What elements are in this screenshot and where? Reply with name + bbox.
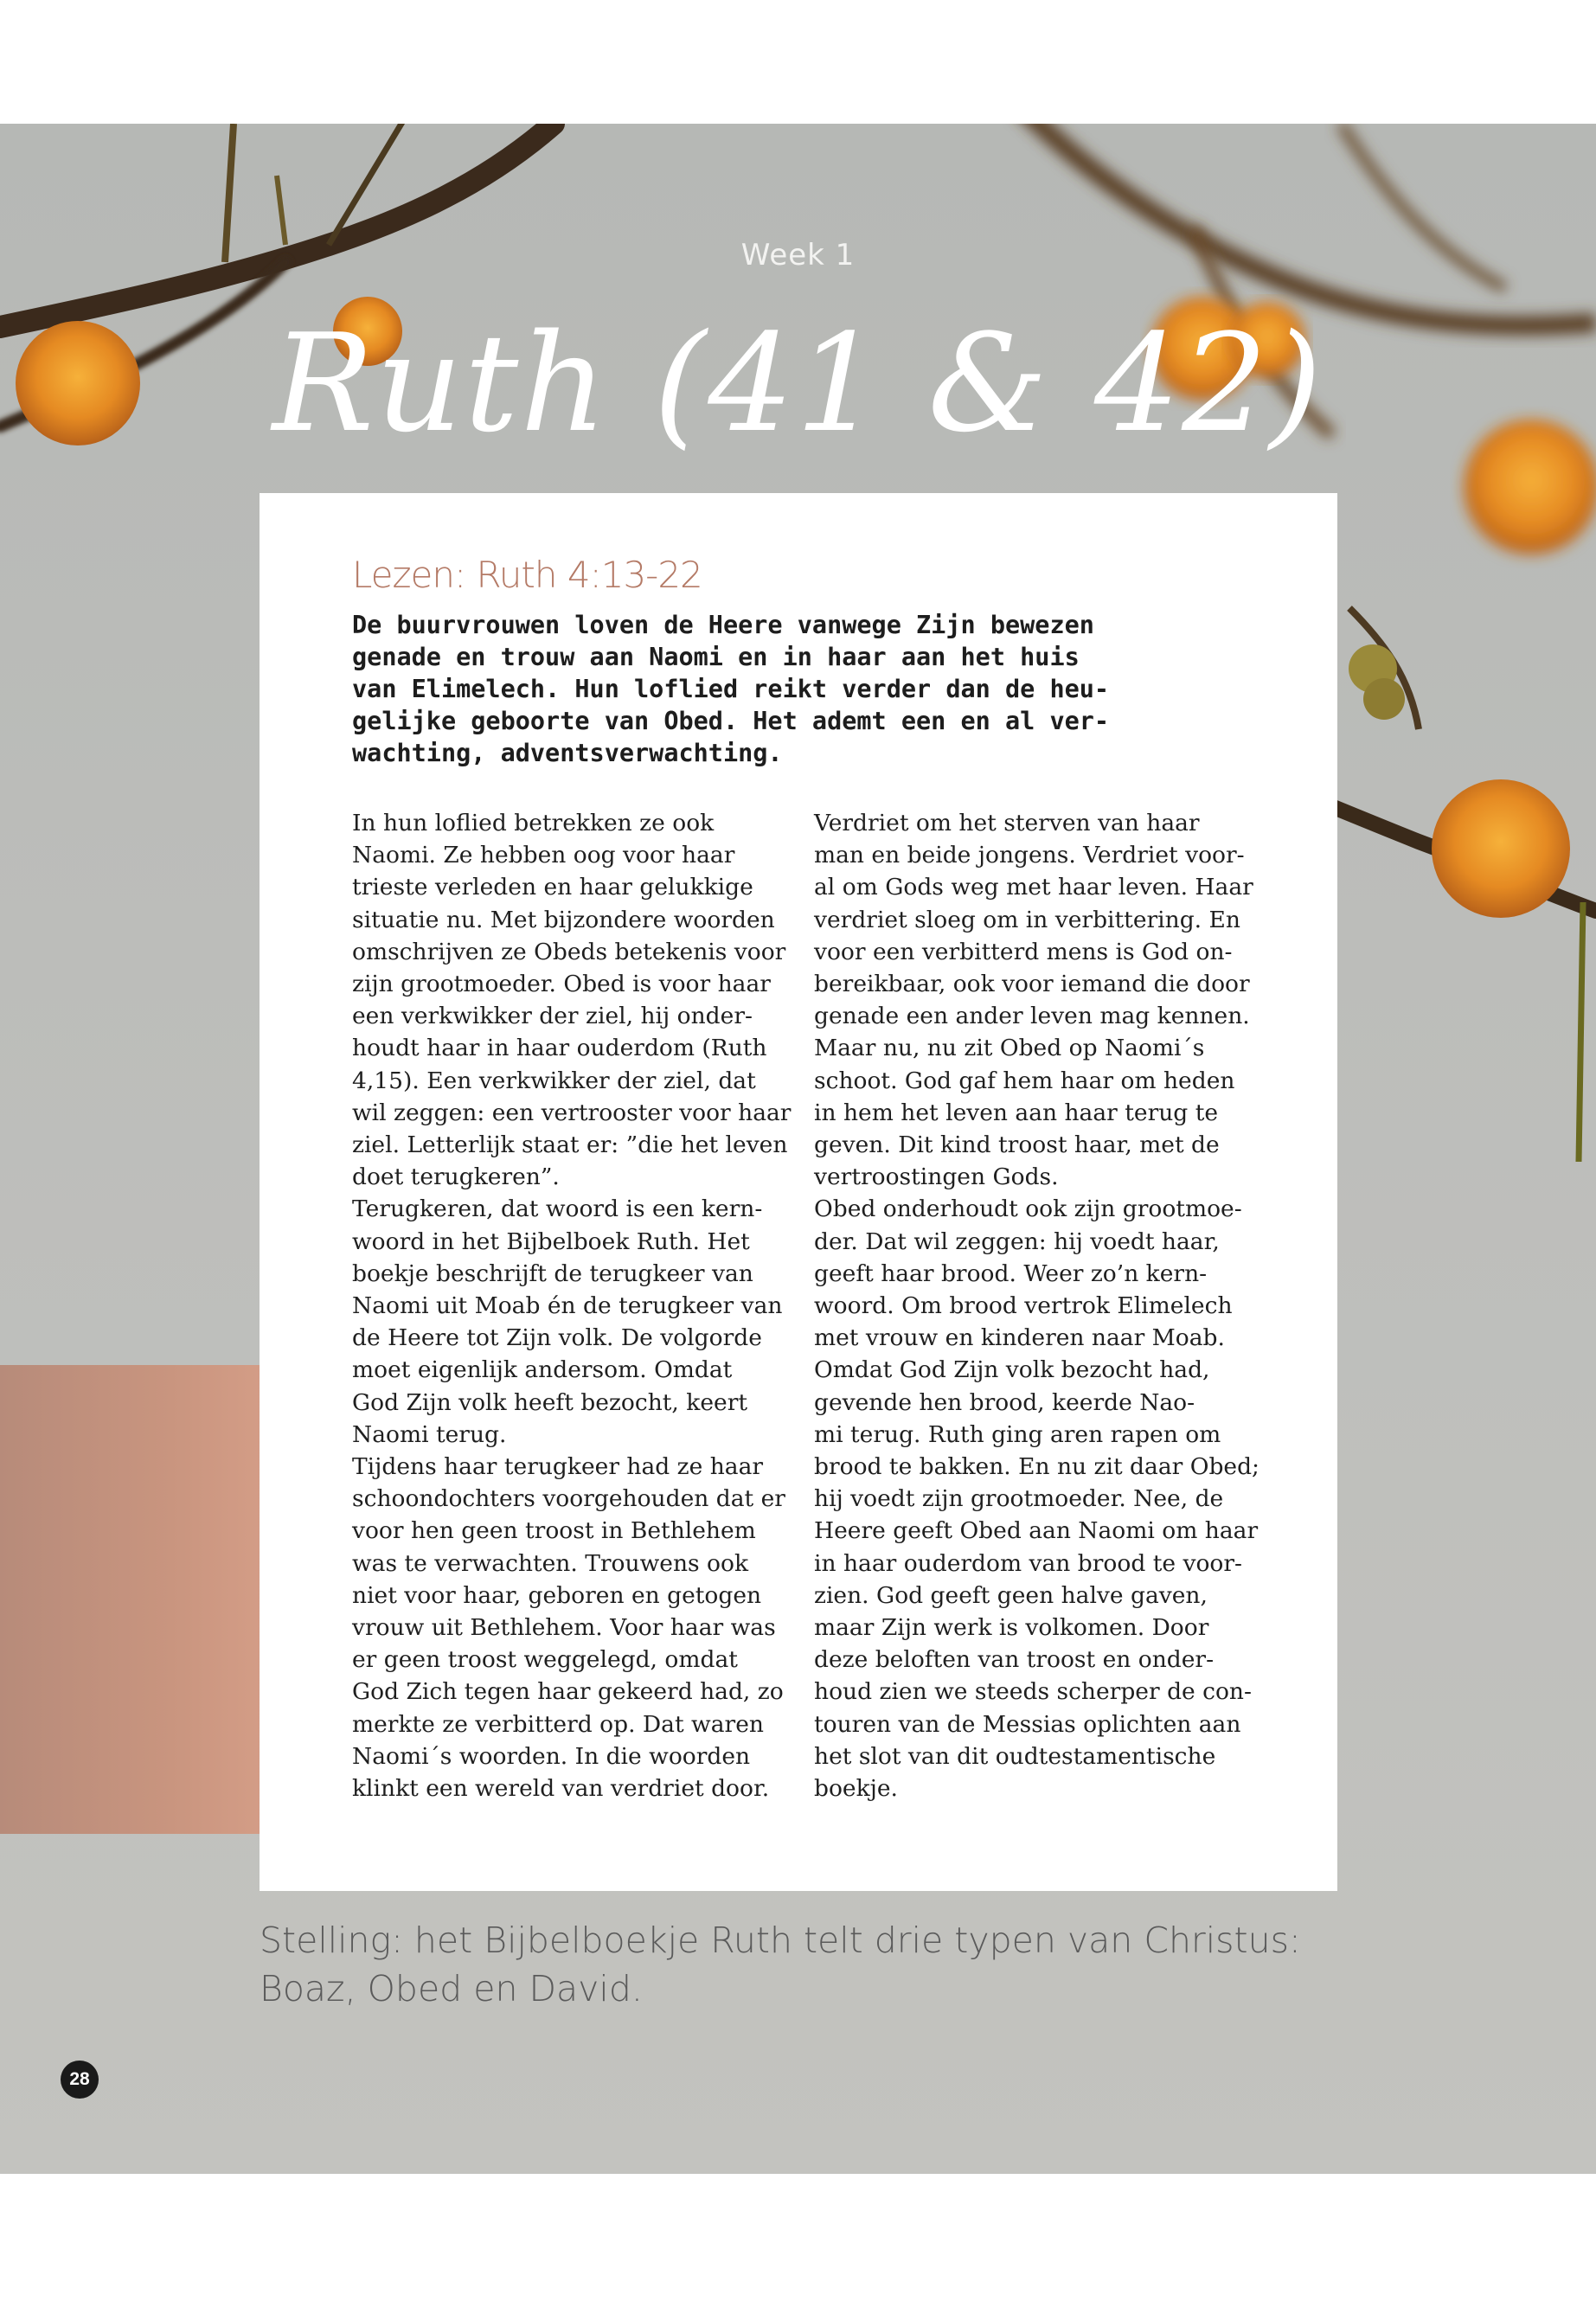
column-line: houd zien we steeds scherper de con- <box>814 1678 1252 1706</box>
column-line: wil zeggen: een vertrooster voor haar <box>352 1099 792 1126</box>
column-line: God Zijn volk heeft bezocht, keert <box>352 1388 748 1416</box>
column-line: merkte ze verbitterd op. Dat waren <box>352 1710 764 1738</box>
intro-line: gelijke geboorte van Obed. Het ademt een en al ver- <box>352 707 1110 735</box>
column-line: in hem het leven aan haar terug te <box>814 1099 1219 1126</box>
column-line: Naomi uit Moab én de terugkeer van <box>352 1292 783 1320</box>
column-line: mi terug. Ruth ging aren rapen om <box>814 1420 1221 1448</box>
column-line: 4,15). Een verkwikker der ziel, dat <box>352 1067 756 1094</box>
left-column <box>352 807 802 1804</box>
column-line: schoot. God gaf hem haar om heden <box>814 1067 1235 1094</box>
column-line: boekje. <box>814 1775 898 1803</box>
intro-line: van Elimelech. Hun loflied reikt verder dan de heu- <box>352 675 1110 703</box>
column-line: doet terugkeren”. <box>352 1163 560 1191</box>
column-line: er geen troost weggelegd, omdat <box>352 1646 738 1674</box>
column-line: Naomi´s woorden. In die woorden <box>352 1742 751 1770</box>
column-line: der. Dat wil zeggen: hij voedt haar, <box>814 1227 1220 1255</box>
column-line: geeft haar brood. Weer zo’n kern- <box>814 1259 1208 1287</box>
reading-reference: Lezen: Ruth 4:13-22 <box>352 554 702 596</box>
column-line: schoondochters voorgehouden dat er <box>352 1485 785 1513</box>
column-line: woord in het Bijbelboek Ruth. Het <box>352 1227 750 1255</box>
column-line: vertroostingen Gods. <box>814 1163 1059 1191</box>
column-line: touren van de Messias oplichten aan <box>814 1710 1241 1738</box>
column-line: genade een ander leven mag kennen. <box>814 1003 1250 1030</box>
column-line: omschrijven ze Obeds betekenis voor <box>352 938 786 965</box>
column-line: Omdat God Zijn volk bezocht had, <box>814 1356 1210 1384</box>
intro-paragraph <box>352 609 1243 769</box>
column-line: Obed onderhoudt ook zijn grootmoe- <box>814 1195 1242 1223</box>
column-line: deze beloften van troost en onder- <box>814 1646 1215 1674</box>
column-line: gevende hen brood, keerde Nao- <box>814 1388 1195 1416</box>
column-line: klinkt een wereld van verdriet door. <box>352 1775 770 1803</box>
column-line: de Heere tot Zijn volk. De volgorde <box>352 1324 762 1352</box>
column-line: Maar nu, nu zit Obed op Naomi´s <box>814 1035 1205 1062</box>
column-line: bereikbaar, ook voor iemand die door <box>814 971 1250 998</box>
column-line: een verkwikker der ziel, hij onder- <box>352 1003 753 1030</box>
right-column <box>814 807 1264 1804</box>
column-line: maar Zijn werk is volkomen. Door <box>814 1614 1209 1642</box>
column-line: God Zich tegen haar gekeerd had, zo <box>352 1678 784 1706</box>
column-line: situatie nu. Met bijzondere woorden <box>352 906 775 933</box>
page-title: Ruth (41 & 42) <box>272 304 1324 462</box>
column-line: boekje beschrijft de terugkeer van <box>352 1259 753 1287</box>
column-line: man en beide jongens. Verdriet voor- <box>814 842 1245 869</box>
column-line: was te verwachten. Trouwens ook <box>352 1549 749 1577</box>
column-line: Tijdens haar terugkeer had ze haar <box>352 1453 764 1481</box>
column-line: hij voedt zijn grootmoeder. Nee, de <box>814 1485 1224 1513</box>
column-line: Verdriet om het sterven van haar <box>814 810 1200 836</box>
column-line: geven. Dit kind troost haar, met de <box>814 1131 1220 1159</box>
column-line: verdriet sloeg om in verbittering. En <box>814 906 1240 933</box>
statement-line: Boaz, Obed en David. <box>260 1968 643 2009</box>
column-line: zien. God geeft geen halve gaven, <box>814 1581 1208 1609</box>
column-line: ziel. Letterlijk staat er: ”die het leven <box>352 1131 788 1159</box>
column-line: In hun loflied betrekken ze ook <box>352 810 715 836</box>
intro-line: De buurvrouwen loven de Heere vanwege Zijn bewezen <box>352 611 1094 639</box>
column-line: zijn grootmoeder. Obed is voor haar <box>352 971 771 998</box>
statement <box>260 1916 1384 2013</box>
column-line: het slot van dit oudtestamentische <box>814 1742 1216 1770</box>
column-line: met vrouw en kinderen naar Moab. <box>814 1324 1225 1352</box>
column-line: Heere geeft Obed aan Naomi om haar <box>814 1517 1259 1545</box>
column-line: moet eigenlijk andersom. Omdat <box>352 1356 733 1384</box>
column-line: vrouw uit Bethlehem. Voor haar was <box>352 1614 776 1642</box>
column-line: houdt haar in haar ouderdom (Ruth <box>352 1035 767 1062</box>
column-line: voor hen geen troost in Bethlehem <box>352 1517 756 1545</box>
statement-line: Stelling: het Bijbelboekje Ruth telt drie typen van Christus: <box>260 1920 1301 1961</box>
intro-line: genade en trouw aan Naomi en in haar aan het huis <box>352 643 1080 671</box>
column-line: in haar ouderdom van brood te voor- <box>814 1549 1242 1577</box>
column-line: Terugkeren, dat woord is een kern- <box>352 1195 763 1223</box>
column-line: brood te bakken. En nu zit daar Obed; <box>814 1453 1259 1481</box>
page-number: 28 <box>61 2061 99 2099</box>
column-line: Naomi terug. <box>352 1420 507 1448</box>
column-line: Naomi. Ze hebben oog voor haar <box>352 842 735 869</box>
column-line: voor een verbitterd mens is God on- <box>814 938 1233 965</box>
column-line: woord. Om brood vertrok Elimelech <box>814 1292 1233 1320</box>
column-line: niet voor haar, geboren en getogen <box>352 1581 762 1609</box>
column-line: trieste verleden en haar gelukkige <box>352 874 753 901</box>
column-line: al om Gods weg met haar leven. Haar <box>814 874 1253 901</box>
intro-line: wachting, adventsverwachting. <box>352 739 783 767</box>
week-label: Week 1 <box>740 238 856 272</box>
